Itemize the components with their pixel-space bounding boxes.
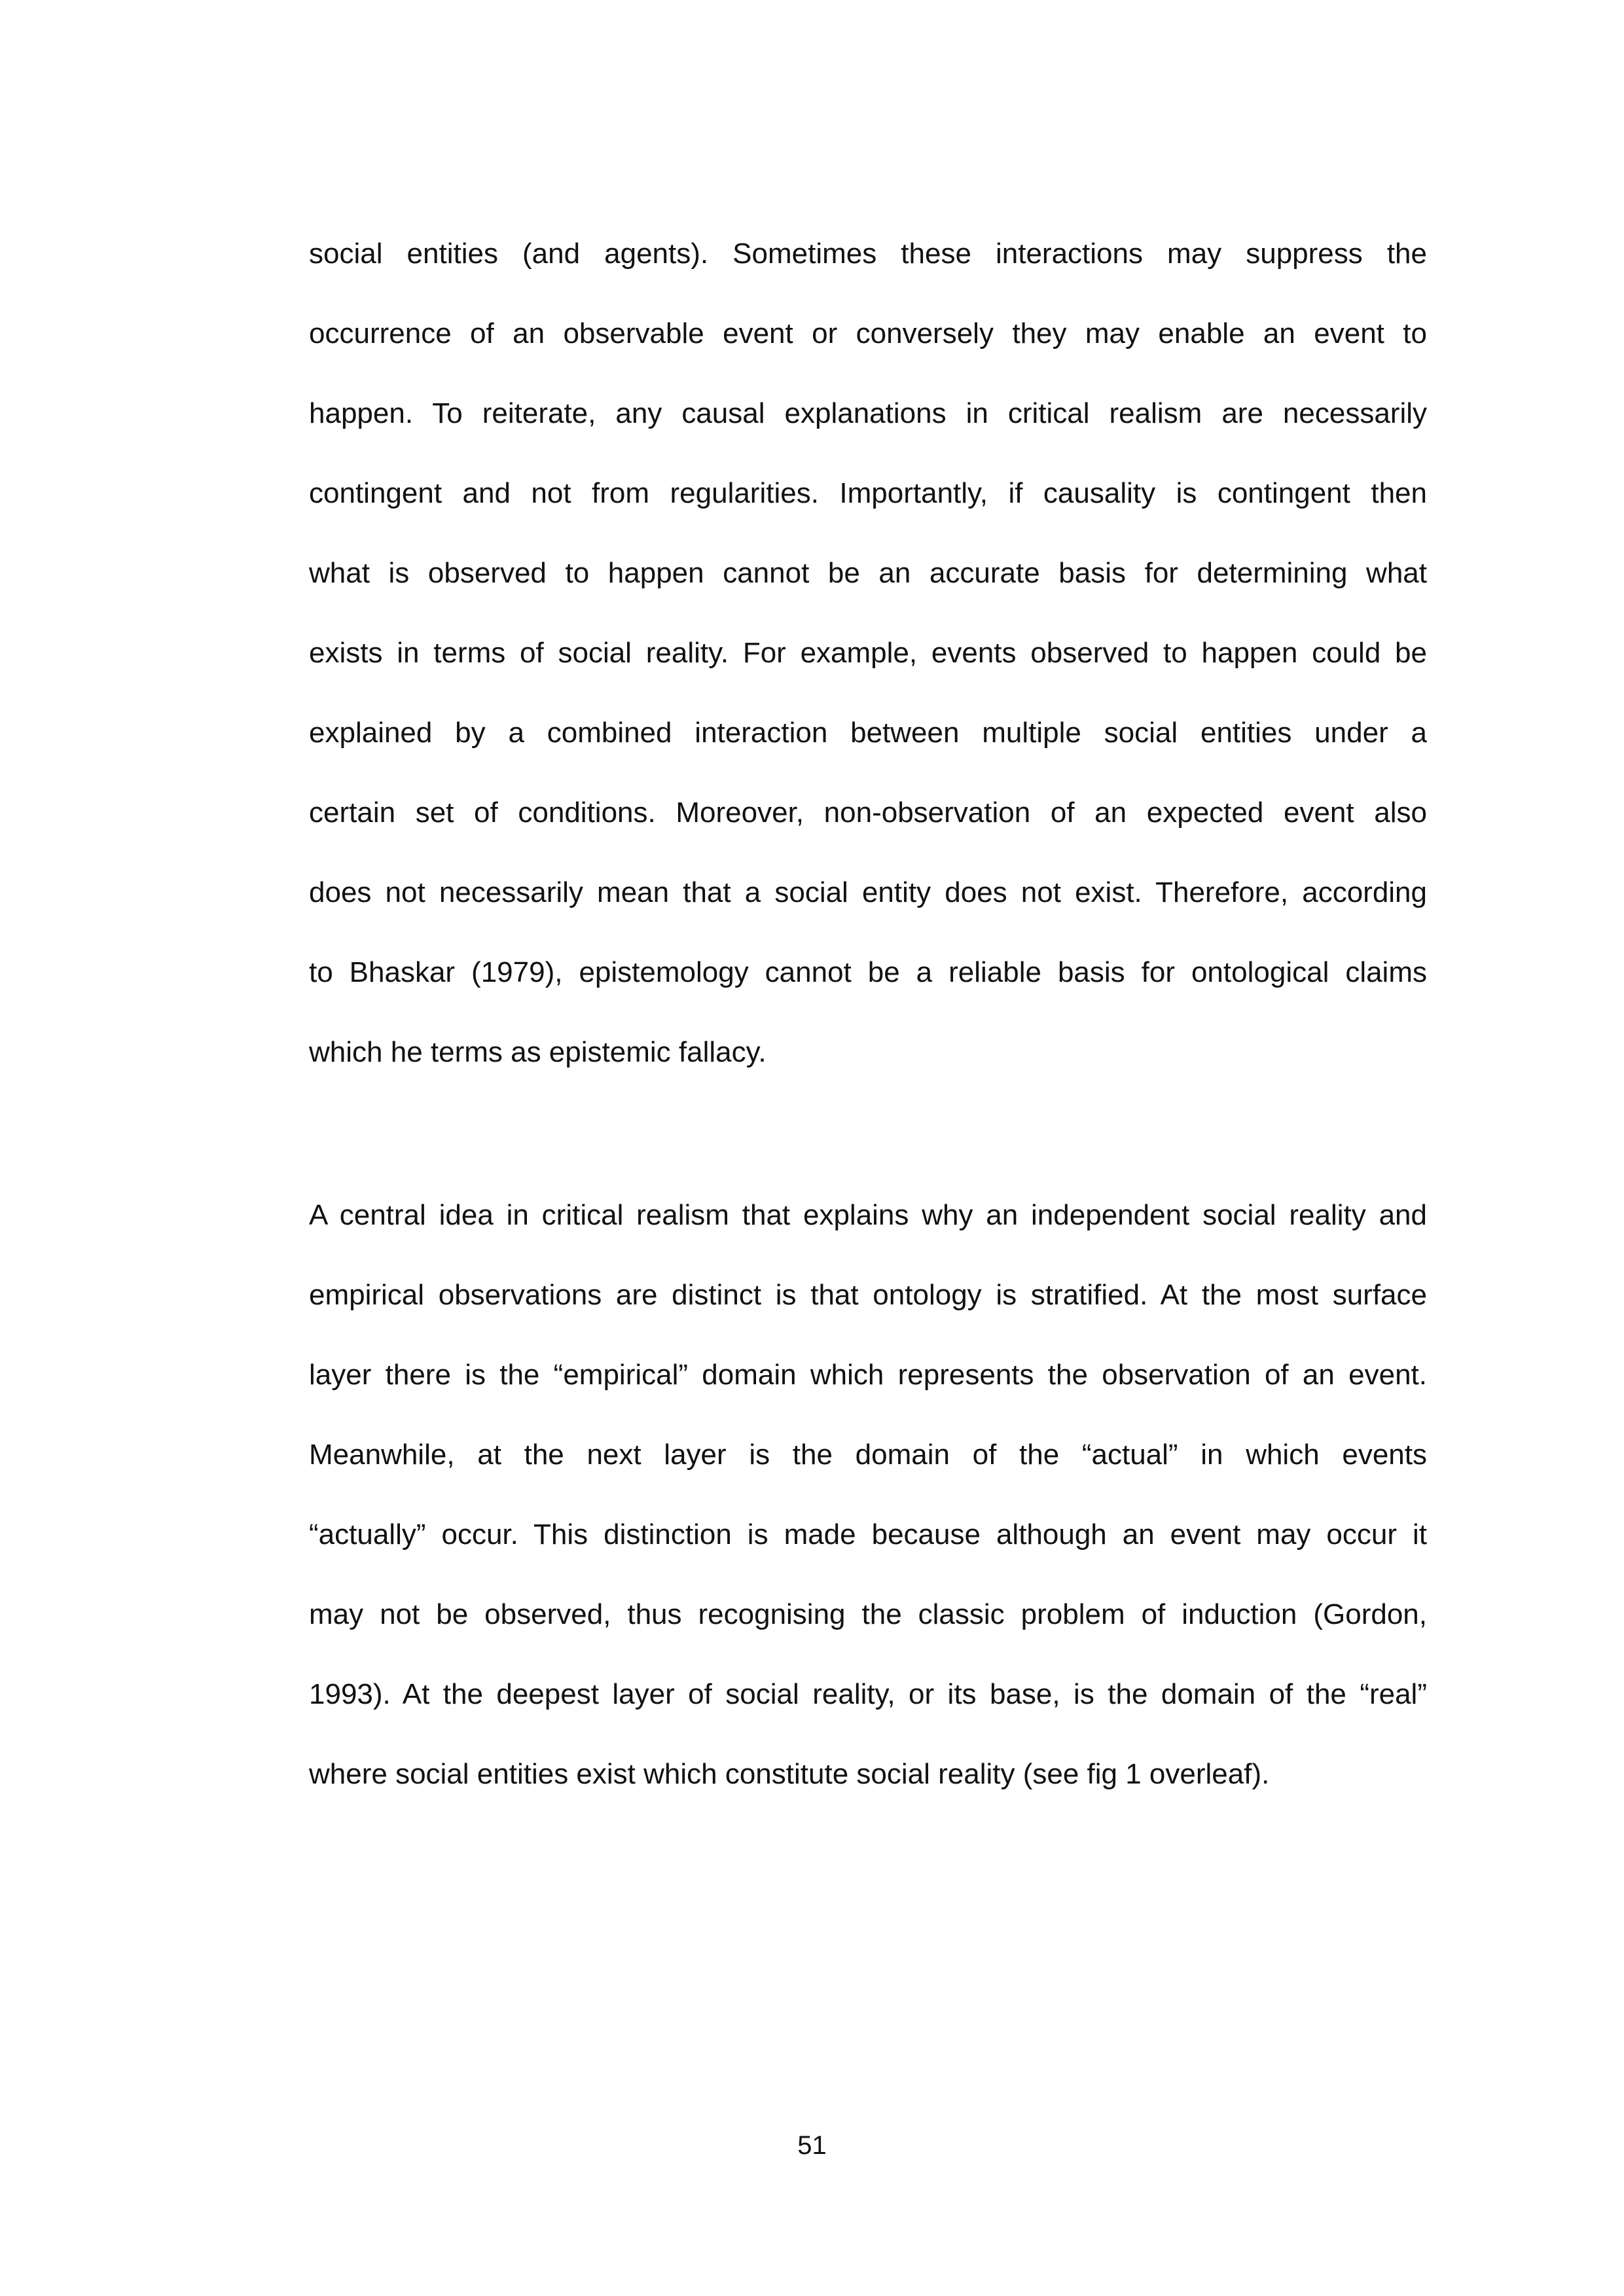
paragraph-line: “actually” occur. This distinction is made because although an event may occur it [309, 1518, 1427, 1551]
paragraph-line: to Bhaskar (1979), epistemology cannot be a reliable basis for ontological claims [309, 956, 1427, 988]
paragraph-line: which he terms as epistemic fallacy. [309, 1036, 767, 1068]
paragraph-line: explained by a combined interaction between multiple social entities under a [309, 717, 1427, 749]
paragraph-line: occurrence of an observable event or conversely they may enable an event to [309, 317, 1427, 350]
paragraph-line: what is observed to happen cannot be an accurate basis for determining what [309, 557, 1427, 589]
page-number: 51 [797, 2131, 827, 2160]
paragraph-line: A central idea in critical realism that explains why an independent social reality and [309, 1199, 1427, 1231]
paragraph-1 [309, 214, 1427, 1092]
paragraph-line: does not necessarily mean that a social entity does not exist. Therefore, according [309, 876, 1427, 908]
paragraph-line: social entities (and agents). Sometimes these interactions may suppress the [309, 238, 1427, 270]
paragraph-line: Meanwhile, at the next layer is the domain of the “actual” in which events [309, 1439, 1427, 1471]
paragraph-line: exists in terms of social reality. For example, events observed to happen could be [309, 637, 1427, 669]
paragraph-line: may not be observed, thus recognising the classic problem of induction (Gordon, [309, 1598, 1427, 1630]
paragraph-line: layer there is the “empirical” domain which represents the observation of an event. [309, 1359, 1427, 1391]
paragraph-2 [309, 1175, 1427, 1814]
paragraph-line: where social entities exist which constitute social reality (see fig 1 overleaf). [309, 1758, 1270, 1790]
paragraph-line: certain set of conditions. Moreover, non-observation of an expected event also [309, 797, 1427, 829]
paragraph-line: contingent and not from regularities. Importantly, if causality is contingent then [309, 477, 1427, 509]
paragraph-line: 1993). At the deepest layer of social reality, or its base, is the domain of the “real” [309, 1678, 1427, 1710]
paragraph-line: empirical observations are distinct is that ontology is stratified. At the most surface [309, 1279, 1427, 1311]
paragraph-line: happen. To reiterate, any causal explanations in critical realism are necessarily [309, 397, 1427, 429]
